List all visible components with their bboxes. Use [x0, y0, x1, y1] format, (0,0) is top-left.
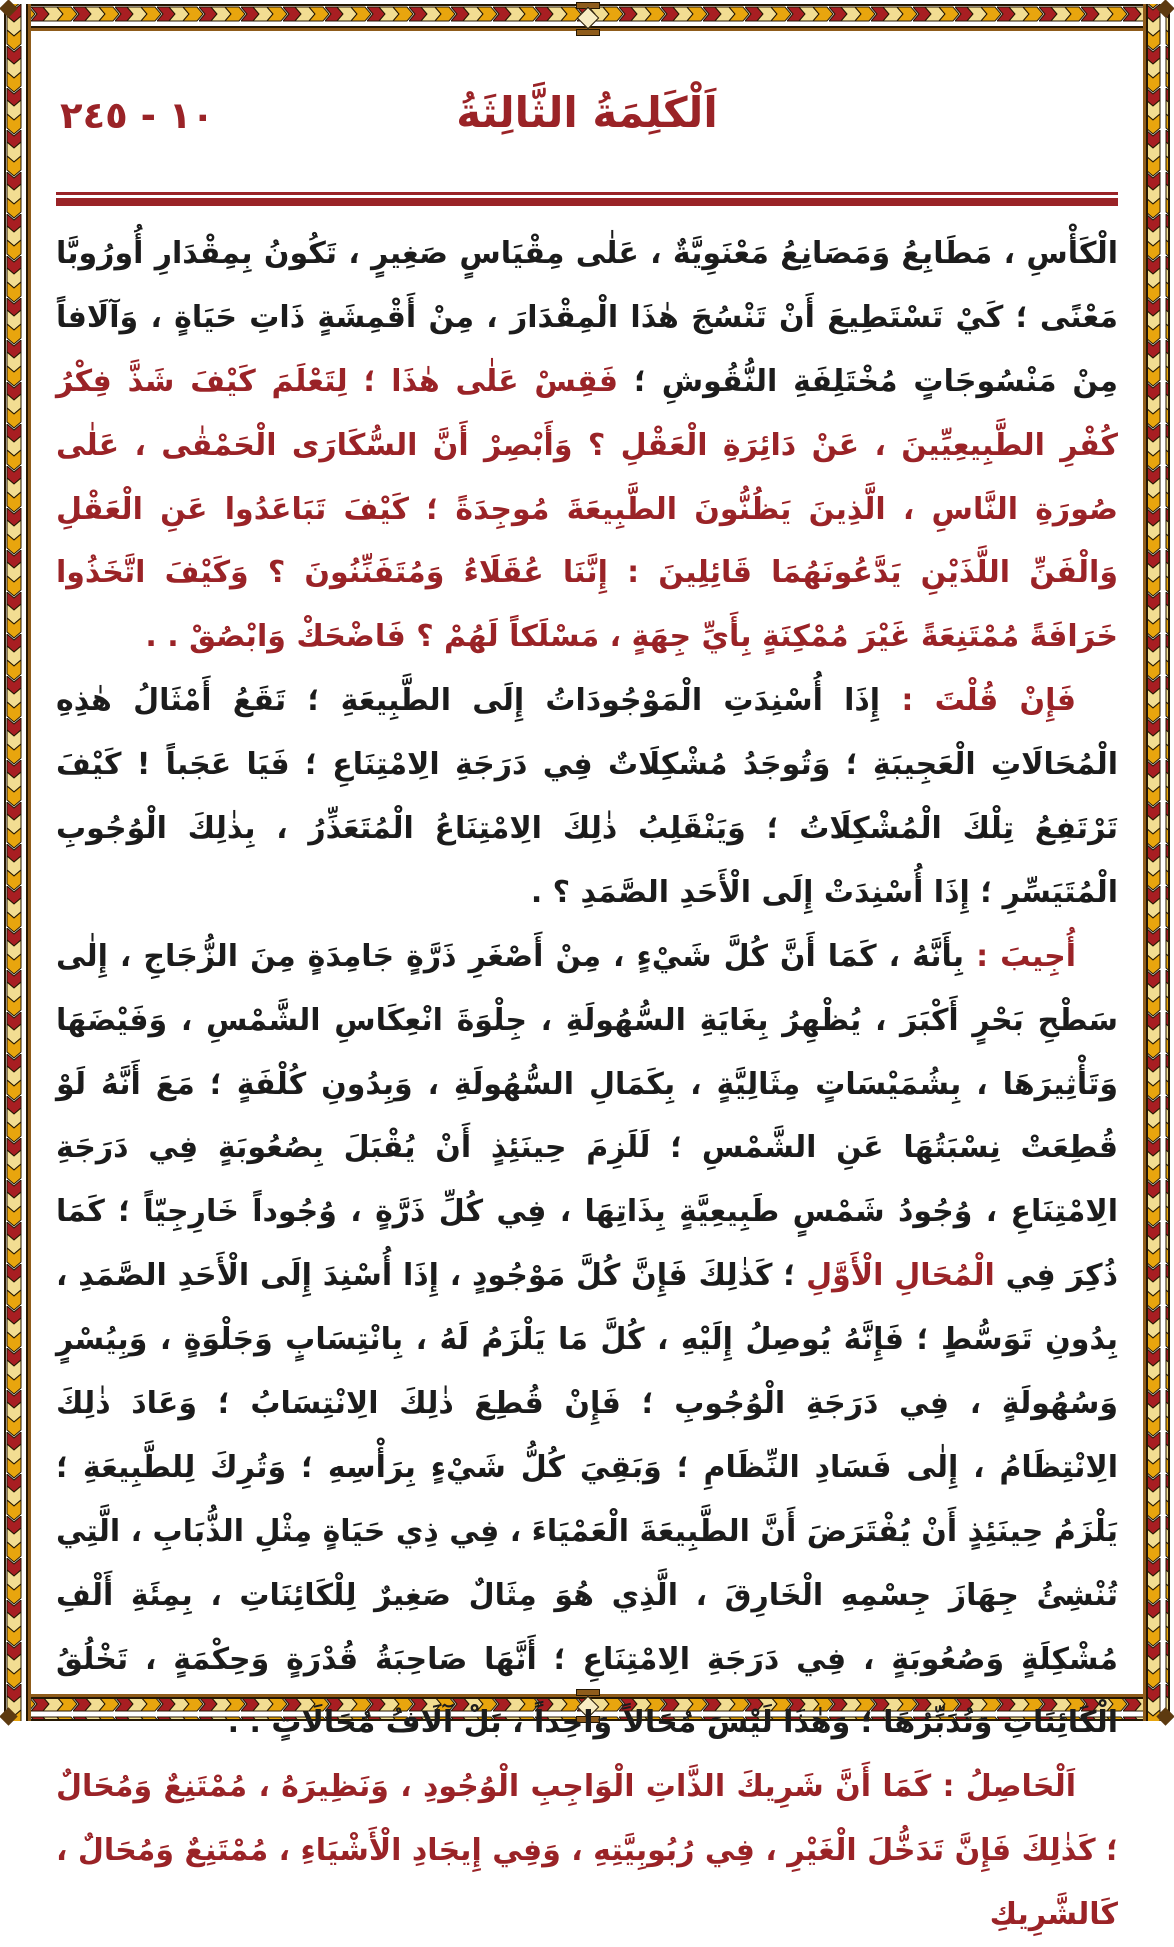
text-body	[42, 222, 1132, 1947]
text-run: بِأَنَّهُ ، كَمَا أَنَّ كُلَّ شَيْءٍ ، مِنْ أَصْغَرِ ذَرَّةٍ جَامِدَةٍ مِنَ الزُّجَاجِ ، إِلٰى سَطْحِ بَحْرٍ أَكْبَرَ ، يُظْهِرُ بِغَايَةِ السُّهُولَةِ ، جِلْوَةَ انْعِكَاسِ الشَّمْسِ ، وَفَيْضَهَا وَتَأْثِيرَهَا ، بِشُمَيْسَاتٍ مِثَالِيَّةٍ ، بِكَمَالِ السُّهُولَةِ ، وَبِدُونِ كُلْفَةٍ ؛ مَعَ أَنَّهُ لَوْ قُطِعَتْ نِسْبَتُهَا عَنِ الشَّمْسِ ؛ لَلَزِمَ حِينَئِذٍ أَنْ يُقْبَلَ بِصُعُوبَةٍ فِي دَرَجَةِ الِامْتِنَاعِ ، وُجُودُ شَمْسٍ طَبِيعِيَّةٍ بِذَاتِهَا ، فِي كُلِّ ذَرَّةٍ ، وُجُوداً خَارِجِيّاً ؛ كَمَا ذُكِرَ فِي	[56, 938, 1119, 1294]
page-content	[42, 36, 1132, 1933]
text-run: الْمُحَالِ الْأَوَّلِ	[806, 1258, 995, 1294]
page-title: اَلْكَلِمَةُ الثَّالِثَةُ	[456, 88, 718, 137]
border-right	[1143, 4, 1170, 1721]
header-rule-thick	[56, 198, 1118, 206]
text-run: ؛ كَذٰلِكَ فَإِنَّ كُلَّ مَوْجُودٍ ، إِذَا أُسْنِدَ إِلَى الْأَحَدِ الصَّمَدِ ، بِدُونِ تَوَسُّطٍ ؛ فَإِنَّهُ يُوصِلُ إِلَيْهِ ، كُلَّ مَا يَلْزَمُ لَهُ ، بِانْتِسَابٍ وَجَلْوَةٍ ، وَبِيُسْرٍ وَسُهُولَةٍ ، فِي دَرَجَةِ الْوُجُوبِ ؛ فَإِنْ قُطِعَ ذٰلِكَ الِانْتِسَابُ ؛ وَعَادَ ذٰلِكَ الِانْتِظَامُ ، إِلٰى فَسَادِ النِّظَامِ ؛ وَبَقِيَ كُلُّ شَيْءٍ بِرَأْسِهِ ؛ وَتُرِكَ لِلطَّبِيعَةِ ؛ يَلْزَمُ حِينَئِذٍ أَنْ يُفْتَرَضَ أَنَّ الطَّبِيعَةَ الْعَمْيَاءَ ، فِي ذِي حَيَاةٍ مِثْلِ الذُّبَابِ ، الَّتِي تُنْشِئُ جِهَازَ جِسْمِهِ الْخَارِقَ ، الَّذِي هُوَ مِثَالٌ صَغِيرٌ لِلْكَائِنَاتِ ، بِمِئَةِ أَلْفِ مُشْكِلَةٍ وَصُعُوبَةٍ ، فِي دَرَجَةِ الِامْتِنَاعِ ؛ أَنَّهَا صَاحِبَةُ قُدْرَةٍ وَحِكْمَةٍ ، تَخْلُقُ الْكَائِنَاتِ وَتُدَبِّرُهَا ؛ وَهٰذَا لَيْسَ مُحَالاً وَاحِداً ، بَلْ آلَافُ مُحَالَاتٍ . .	[56, 1258, 1118, 1741]
paragraph-lead: أُجِيبَ :	[964, 938, 1077, 974]
paragraph-lead: اَلْحَاصِلُ :	[931, 1769, 1076, 1805]
paragraph	[56, 669, 1118, 925]
paragraph	[56, 1755, 1118, 1947]
page-header	[42, 66, 1132, 186]
header-rule	[56, 192, 1118, 206]
border-center-tab-icon	[576, 29, 600, 36]
text-run: فَقِسْ عَلٰى هٰذَا ؛ لِتَعْلَمَ كَيْفَ شَذَّ فِكْرُ كُفْرِ الطَّبِيعِيِّينَ ، عَنْ دَائِرَةِ الْعَقْلِ ؟ وَأَبْصِرْ أَنَّ السُّكَارَى الْحَمْقٰى ، عَلٰى صُورَةِ النَّاسِ ، الَّذِينَ يَظُنُّونَ الطَّبِيعَةَ مُوجِدَةً ؛ كَيْفَ تَبَاعَدُوا عَنِ الْعَقْلِ وَالْفَنِّ اللَّذَيْنِ يَدَّعُونَهُمَا قَائِلِينَ : إِنَّنَا عُقَلَاءُ وَمُتَفَنِّنُونَ ؟ وَكَيْفَ اتَّخَذُوا خَرَافَةً مُمْتَنِعَةً غَيْرَ مُمْكِنَةٍ بِأَيِّ جِهَةٍ ، مَسْلَكاً لَهُمْ ؟ فَاضْحَكْ وَابْصُقْ . .	[56, 363, 1118, 655]
paragraph	[56, 222, 1118, 669]
text-run: إِذَا أُسْنِدَتِ الْمَوْجُودَاتُ إِلَى الطَّبِيعَةِ ؛ تَقَعُ أَمْثَالُ هٰذِهِ الْمُحَالَاتِ الْعَجِيبَةِ ؛ وَتُوجَدُ مُشْكِلَاتٌ فِي دَرَجَةِ الِامْتِنَاعِ ؛ فَيَا عَجَباً ! كَيْفَ تَرْتَفِعُ تِلْكَ الْمُشْكِلَاتُ ؛ وَيَنْقَلِبُ ذٰلِكَ الِامْتِنَاعُ الْمُتَعَذِّرُ ، بِذٰلِكَ الْوُجُوبِ الْمُتَيَسِّرِ ؛ إِذَا أُسْنِدَتْ إِلَى الْأَحَدِ الصَّمَدِ ؟ .	[56, 683, 1118, 910]
text-run: الْكَأْسِ ، مَطَابِعُ وَمَصَانِعُ مَعْنَوِيَّةٌ ، عَلٰى مِقْيَاسٍ صَغِيرٍ ، تَكُونُ بِمِقْدَارِ أُورُوبَّا مَعْنًى ؛ كَيْ تَسْتَطِيعَ أَنْ تَنْسُجَ هٰذَا الْمِقْدَارَ ، مِنْ أَقْمِشَةٍ ذَاتِ حَيَاةٍ ، وَآلَافاً مِنْ مَنْسُوجَاتٍ مُخْتَلِفَةِ النُّقُوشِ ؛	[56, 236, 1118, 399]
paragraph	[56, 925, 1118, 1756]
paragraph-lead: فَإِنْ قُلْتَ :	[880, 683, 1076, 719]
border-left	[4, 4, 31, 1721]
page-number: ١٠ - ٢٤٥	[60, 94, 215, 137]
text-run: كَمَا أَنَّ شَرِيكَ الذَّاتِ الْوَاجِبِ الْوُجُودِ ، وَنَظِيرَهُ ، مُمْتَنِعٌ وَمُحَالٌ ؛ كَذٰلِكَ فَإِنَّ تَدَخُّلَ الْغَيْرِ ، فِي رُبُوبِيَّتِهِ ، وَفِي إِيجَادِ الْأَشْيَاءِ ، مُمْتَنِعٌ وَمُحَالٌ ، كَالشَّرِيكِ	[56, 1769, 1118, 1933]
